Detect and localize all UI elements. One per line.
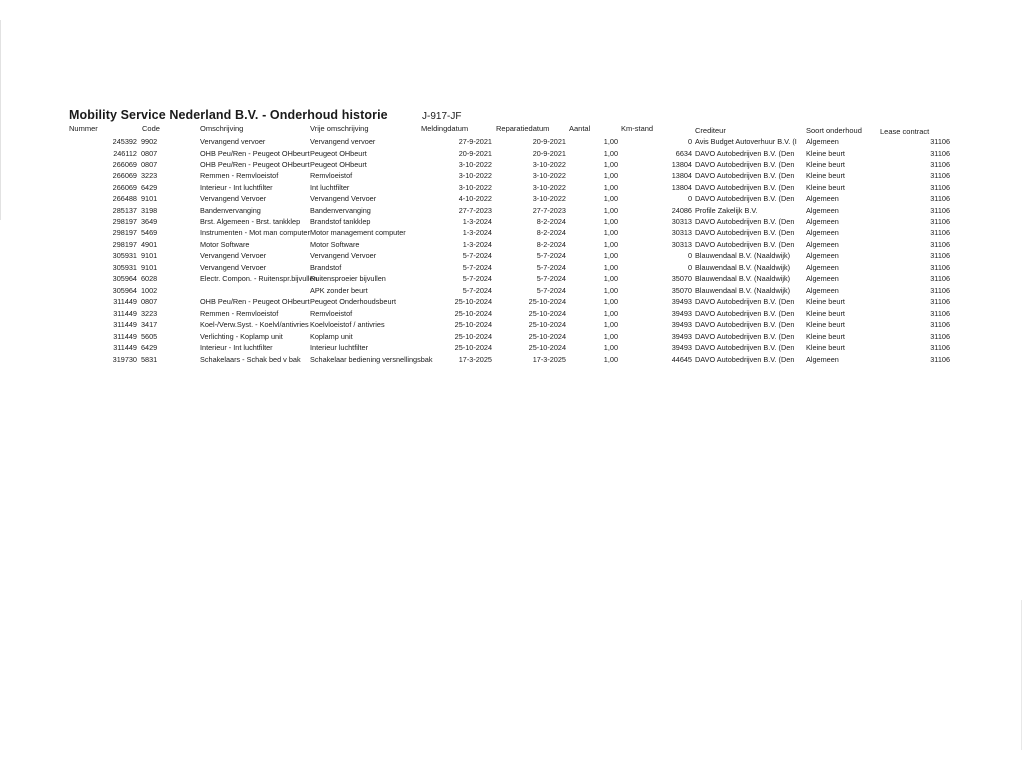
cell-km-stand: 0 xyxy=(687,194,692,203)
cell-omschrijving: OHB Peu/Ren - Peugeot OHbeurt xyxy=(200,148,310,158)
cell-lease-contract: 31106 xyxy=(930,331,950,341)
cell-aantal: 1,00 xyxy=(603,239,618,249)
cell-meldingdatum: 27-7-2023 xyxy=(458,205,492,215)
cell-reparatiedatum: 27-7-2023 xyxy=(532,205,566,215)
cell-aantal: 1,00 xyxy=(603,251,618,260)
cell-code: 3223 xyxy=(141,308,158,318)
cell-crediteur: DAVO Autobedrijven B.V. (Den xyxy=(695,216,795,226)
cell-meldingdatum: 27-9-2021 xyxy=(458,137,492,146)
cell-km-stand: 13804 xyxy=(671,159,692,169)
cell-km-stand: 13804 xyxy=(671,182,692,192)
header-vrije-omschrijving: Vrije omschrijving xyxy=(310,124,369,133)
cell-nummer: 305931 xyxy=(112,262,137,272)
cell-crediteur: Blauwendaal B.V. (Naaldwijk) xyxy=(695,262,791,272)
cell-nummer: 245392 xyxy=(112,137,137,146)
cell-omschrijving: Vervangend Vervoer xyxy=(200,194,267,203)
cell-crediteur: Blauwendaal B.V. (Naaldwijk) xyxy=(695,251,791,260)
cell-meldingdatum: 3-10-2022 xyxy=(458,159,492,169)
cell-soort-onderhoud: Algemeen xyxy=(806,239,839,249)
header-lease-contract: Lease contract xyxy=(880,127,930,136)
table-row xyxy=(0,308,1024,319)
cell-km-stand: 30313 xyxy=(671,239,692,249)
cell-vrije-omschrijving: Schakelaar bediening versnellingsbak xyxy=(310,354,433,364)
cell-reparatiedatum: 8-2-2024 xyxy=(536,216,566,226)
cell-aantal: 1,00 xyxy=(603,159,618,169)
cell-crediteur: Avis Budget Autoverhuur B.V. (I xyxy=(695,137,797,146)
cell-reparatiedatum: 17-3-2025 xyxy=(532,354,566,364)
cell-reparatiedatum: 25-10-2024 xyxy=(528,343,566,352)
cell-crediteur: DAVO Autobedrijven B.V. (Den xyxy=(695,171,795,180)
cell-soort-onderhoud: Kleine beurt xyxy=(806,343,845,352)
cell-lease-contract: 31106 xyxy=(930,308,950,318)
cell-omschrijving: Verlichting - Koplamp unit xyxy=(200,331,283,341)
cell-omschrijving: OHB Peu/Ren - Peugeot OHbeurt xyxy=(200,159,310,169)
cell-km-stand: 35070 xyxy=(671,274,692,283)
cell-code: 3649 xyxy=(141,216,158,226)
document-title: Mobility Service Nederland B.V. - Onderhoud historie xyxy=(69,108,388,122)
cell-vrije-omschrijving: Peugeot OHbeurt xyxy=(310,159,367,169)
cell-lease-contract: 31106 xyxy=(930,194,950,203)
cell-lease-contract: 31106 xyxy=(930,148,950,158)
cell-meldingdatum: 5-7-2024 xyxy=(462,262,492,272)
cell-reparatiedatum: 25-10-2024 xyxy=(528,308,566,318)
cell-meldingdatum: 3-10-2022 xyxy=(458,182,492,192)
cell-crediteur: Blauwendaal B.V. (Naaldwijk) xyxy=(695,285,791,295)
table-row xyxy=(0,354,1024,365)
table-row xyxy=(0,159,1024,170)
cell-crediteur: DAVO Autobedrijven B.V. (Den xyxy=(695,343,795,352)
cell-lease-contract: 31106 xyxy=(930,274,950,283)
header-code: Code xyxy=(142,124,160,133)
cell-meldingdatum: 20-9-2021 xyxy=(458,148,492,158)
cell-crediteur: DAVO Autobedrijven B.V. (Den xyxy=(695,239,795,249)
cell-reparatiedatum: 5-7-2024 xyxy=(536,251,566,260)
cell-soort-onderhoud: Algemeen xyxy=(806,137,839,146)
cell-omschrijving: Remmen - Remvloeistof xyxy=(200,171,279,180)
cell-km-stand: 39493 xyxy=(671,320,692,329)
cell-nummer: 298197 xyxy=(112,239,137,249)
table-row xyxy=(0,216,1024,227)
cell-soort-onderhoud: Algemeen xyxy=(806,285,839,295)
cell-code: 5831 xyxy=(141,354,158,364)
cell-reparatiedatum: 25-10-2024 xyxy=(528,331,566,341)
cell-omschrijving: Schakelaars - Schak bed v bak xyxy=(200,354,301,364)
cell-nummer: 311449 xyxy=(113,297,137,306)
cell-nummer: 305964 xyxy=(112,285,137,295)
table-row xyxy=(0,136,1024,147)
cell-crediteur: DAVO Autobedrijven B.V. (Den xyxy=(695,228,795,237)
cell-code: 6429 xyxy=(141,182,158,192)
cell-vrije-omschrijving: Ruitensproeier bijvullen xyxy=(310,274,386,283)
cell-meldingdatum: 25-10-2024 xyxy=(454,331,492,341)
cell-meldingdatum: 25-10-2024 xyxy=(454,343,492,352)
cell-reparatiedatum: 8-2-2024 xyxy=(536,228,566,237)
cell-vrije-omschrijving: APK zonder beurt xyxy=(310,285,368,295)
cell-crediteur: DAVO Autobedrijven B.V. (Den xyxy=(695,182,795,192)
cell-omschrijving: Vervangend Vervoer xyxy=(200,251,267,260)
cell-meldingdatum: 25-10-2024 xyxy=(454,297,492,306)
cell-reparatiedatum: 25-10-2024 xyxy=(528,297,566,306)
cell-soort-onderhoud: Algemeen xyxy=(806,354,839,364)
table-row xyxy=(0,285,1024,296)
cell-lease-contract: 31106 xyxy=(930,239,950,249)
cell-nummer: 311449 xyxy=(113,343,137,352)
cell-meldingdatum: 1-3-2024 xyxy=(462,228,492,237)
cell-km-stand: 0 xyxy=(687,262,692,272)
cell-meldingdatum: 5-7-2024 xyxy=(462,285,492,295)
cell-crediteur: DAVO Autobedrijven B.V. (Den xyxy=(695,148,795,158)
cell-meldingdatum: 5-7-2024 xyxy=(462,274,492,283)
cell-aantal: 1,00 xyxy=(603,137,618,146)
table-row xyxy=(0,273,1024,284)
cell-crediteur: DAVO Autobedrijven B.V. (Den xyxy=(695,308,795,318)
cell-soort-onderhoud: Kleine beurt xyxy=(806,297,845,306)
cell-aantal: 1,00 xyxy=(603,354,618,364)
cell-soort-onderhoud: Kleine beurt xyxy=(806,171,845,180)
cell-vrije-omschrijving: Int luchtfilter xyxy=(310,182,350,192)
cell-lease-contract: 31106 xyxy=(930,262,950,272)
cell-soort-onderhoud: Algemeen xyxy=(806,194,839,203)
cell-aantal: 1,00 xyxy=(603,182,618,192)
cell-crediteur: DAVO Autobedrijven B.V. (Den xyxy=(695,320,795,329)
cell-reparatiedatum: 3-10-2022 xyxy=(532,194,566,203)
table-row xyxy=(0,296,1024,307)
cell-code: 6028 xyxy=(141,274,158,283)
cell-code: 9101 xyxy=(141,194,158,203)
cell-code: 3417 xyxy=(141,320,158,329)
cell-code: 3223 xyxy=(141,171,158,180)
cell-nummer: 266069 xyxy=(112,159,137,169)
cell-code: 9902 xyxy=(141,137,158,146)
cell-reparatiedatum: 5-7-2024 xyxy=(536,274,566,283)
cell-vrije-omschrijving: Remvloeistof xyxy=(310,308,353,318)
cell-vrije-omschrijving: Motor Software xyxy=(310,239,360,249)
cell-omschrijving: Motor Software xyxy=(200,239,250,249)
cell-soort-onderhoud: Kleine beurt xyxy=(806,308,845,318)
cell-vrije-omschrijving: Peugeot OHbeurt xyxy=(310,148,367,158)
cell-aantal: 1,00 xyxy=(603,228,618,237)
cell-omschrijving: Interieur - Int luchtfilter xyxy=(200,182,273,192)
table-row xyxy=(0,342,1024,353)
cell-km-stand: 39493 xyxy=(671,343,692,352)
license-plate: J-917-JF xyxy=(422,111,462,122)
cell-omschrijving: Bandenvervanging xyxy=(200,205,261,215)
cell-lease-contract: 31106 xyxy=(930,182,950,192)
cell-reparatiedatum: 20-9-2021 xyxy=(532,137,566,146)
cell-code: 5605 xyxy=(141,331,158,341)
cell-lease-contract: 31106 xyxy=(930,216,950,226)
cell-reparatiedatum: 3-10-2022 xyxy=(532,159,566,169)
cell-meldingdatum: 3-10-2022 xyxy=(458,171,492,180)
cell-crediteur: Profile Zakelijk B.V. xyxy=(695,205,758,215)
cell-lease-contract: 31106 xyxy=(930,320,950,329)
table-row xyxy=(0,182,1024,193)
cell-aantal: 1,00 xyxy=(603,274,618,283)
cell-code: 0807 xyxy=(141,297,158,306)
cell-aantal: 1,00 xyxy=(603,216,618,226)
cell-aantal: 1,00 xyxy=(603,308,618,318)
cell-lease-contract: 31106 xyxy=(930,297,950,306)
cell-nummer: 298197 xyxy=(112,228,137,237)
cell-meldingdatum: 1-3-2024 xyxy=(462,239,492,249)
cell-aantal: 1,00 xyxy=(603,320,618,329)
table-row xyxy=(0,331,1024,342)
cell-lease-contract: 31106 xyxy=(930,285,950,295)
cell-km-stand: 24086 xyxy=(671,205,692,215)
cell-omschrijving: Instrumenten - Mot man computer xyxy=(200,228,310,237)
header-km-stand: Km-stand xyxy=(621,124,654,133)
cell-vrije-omschrijving: Vervangend vervoer xyxy=(310,137,376,146)
cell-nummer: 298197 xyxy=(112,216,137,226)
cell-nummer: 266069 xyxy=(112,182,137,192)
cell-soort-onderhoud: Kleine beurt xyxy=(806,159,845,169)
cell-nummer: 305931 xyxy=(112,251,137,260)
table-row xyxy=(0,170,1024,181)
cell-soort-onderhoud: Algemeen xyxy=(806,251,839,260)
cell-meldingdatum: 5-7-2024 xyxy=(462,251,492,260)
table-row xyxy=(0,239,1024,250)
cell-nummer: 266069 xyxy=(112,171,137,180)
cell-vrije-omschrijving: Vervangend Vervoer xyxy=(310,251,377,260)
cell-soort-onderhoud: Algemeen xyxy=(806,205,839,215)
cell-reparatiedatum: 5-7-2024 xyxy=(536,262,566,272)
cell-lease-contract: 31106 xyxy=(930,343,950,352)
cell-soort-onderhoud: Kleine beurt xyxy=(806,331,845,341)
header-soort-onderhoud: Soort onderhoud xyxy=(806,126,862,135)
cell-km-stand: 35070 xyxy=(671,285,692,295)
cell-lease-contract: 31106 xyxy=(930,354,950,364)
header-crediteur: Crediteur xyxy=(695,126,726,135)
cell-vrije-omschrijving: Peugeot Onderhoudsbeurt xyxy=(310,297,397,306)
cell-lease-contract: 31106 xyxy=(930,228,950,237)
cell-km-stand: 0 xyxy=(687,251,692,260)
cell-reparatiedatum: 8-2-2024 xyxy=(536,239,566,249)
cell-aantal: 1,00 xyxy=(603,171,618,180)
cell-nummer: 285137 xyxy=(112,205,137,215)
header-omschrijving: Omschrijving xyxy=(200,124,244,133)
cell-code: 1002 xyxy=(141,285,158,295)
header-nummer: Nummer xyxy=(69,124,98,133)
cell-crediteur: DAVO Autobedrijven B.V. (Den xyxy=(695,354,795,364)
cell-crediteur: Blauwendaal B.V. (Naaldwijk) xyxy=(695,274,791,283)
cell-meldingdatum: 25-10-2024 xyxy=(454,320,492,329)
cell-soort-onderhoud: Algemeen xyxy=(806,228,839,237)
cell-vrije-omschrijving: Brandstof xyxy=(310,262,342,272)
table-row xyxy=(0,227,1024,238)
cell-vrije-omschrijving: Brandstof tankklep xyxy=(310,216,371,226)
cell-code: 3198 xyxy=(141,205,158,215)
cell-code: 9101 xyxy=(141,262,158,272)
cell-omschrijving: OHB Peu/Ren - Peugeot OHbeurt xyxy=(200,297,310,306)
cell-reparatiedatum: 5-7-2024 xyxy=(536,285,566,295)
cell-code: 6429 xyxy=(141,343,158,352)
cell-crediteur: DAVO Autobedrijven B.V. (Den xyxy=(695,194,795,203)
cell-nummer: 319730 xyxy=(112,354,137,364)
cell-soort-onderhoud: Kleine beurt xyxy=(806,320,845,329)
cell-nummer: 311449 xyxy=(113,320,137,329)
cell-omschrijving: Interieur - Int luchtfilter xyxy=(200,343,273,352)
cell-code: 5469 xyxy=(141,228,158,237)
cell-km-stand: 44645 xyxy=(671,354,692,364)
cell-nummer: 266488 xyxy=(112,194,137,203)
cell-soort-onderhoud: Algemeen xyxy=(806,216,839,226)
cell-omschrijving: Remmen - Remvloeistof xyxy=(200,308,279,318)
cell-km-stand: 13804 xyxy=(671,171,692,180)
cell-lease-contract: 31106 xyxy=(930,137,950,146)
cell-aantal: 1,00 xyxy=(603,148,618,158)
cell-lease-contract: 31106 xyxy=(930,159,950,169)
cell-reparatiedatum: 20-9-2021 xyxy=(532,148,566,158)
cell-nummer: 311449 xyxy=(113,331,137,341)
cell-soort-onderhoud: Algemeen xyxy=(806,262,839,272)
cell-crediteur: DAVO Autobedrijven B.V. (Den xyxy=(695,297,795,306)
cell-crediteur: DAVO Autobedrijven B.V. (Den xyxy=(695,331,795,341)
cell-omschrijving: Vervangend Vervoer xyxy=(200,262,267,272)
cell-lease-contract: 31106 xyxy=(930,171,950,180)
cell-meldingdatum: 1-3-2024 xyxy=(462,216,492,226)
cell-km-stand: 39493 xyxy=(671,308,692,318)
cell-code: 0807 xyxy=(141,148,158,158)
cell-km-stand: 30313 xyxy=(671,228,692,237)
cell-vrije-omschrijving: Interieur luchtfilter xyxy=(310,343,368,352)
cell-soort-onderhoud: Kleine beurt xyxy=(806,182,845,192)
header-aantal: Aantal xyxy=(569,124,591,133)
table-row xyxy=(0,148,1024,159)
cell-nummer: 246112 xyxy=(113,148,137,158)
cell-vrije-omschrijving: Vervangend Vervoer xyxy=(310,194,377,203)
cell-aantal: 1,00 xyxy=(603,343,618,352)
cell-aantal: 1,00 xyxy=(603,205,618,215)
cell-meldingdatum: 25-10-2024 xyxy=(454,308,492,318)
cell-vrije-omschrijving: Remvloeistof xyxy=(310,171,353,180)
cell-code: 9101 xyxy=(141,251,158,260)
cell-vrije-omschrijving: Motor management computer xyxy=(310,228,406,237)
cell-lease-contract: 31106 xyxy=(930,205,950,215)
cell-lease-contract: 31106 xyxy=(930,251,950,260)
cell-nummer: 305964 xyxy=(112,274,137,283)
table-row xyxy=(0,250,1024,261)
cell-crediteur: DAVO Autobedrijven B.V. (Den xyxy=(695,159,795,169)
table-row xyxy=(0,193,1024,204)
cell-km-stand: 39493 xyxy=(671,297,692,306)
cell-km-stand: 6634 xyxy=(675,148,692,158)
cell-reparatiedatum: 3-10-2022 xyxy=(532,182,566,192)
cell-nummer: 311449 xyxy=(113,308,137,318)
table-row xyxy=(0,319,1024,330)
cell-vrije-omschrijving: Koelvloeistof / antivries xyxy=(310,320,385,329)
table-row xyxy=(0,262,1024,273)
cell-reparatiedatum: 25-10-2024 xyxy=(528,320,566,329)
cell-km-stand: 0 xyxy=(687,137,692,146)
cell-soort-onderhoud: Algemeen xyxy=(806,274,839,283)
scan-edge-right xyxy=(1021,600,1022,750)
cell-km-stand: 39493 xyxy=(671,331,692,341)
header-reparatiedatum: Reparatiedatum xyxy=(496,124,550,133)
cell-omschrijving: Brst. Algemeen - Brst. tankklep xyxy=(200,216,301,226)
header-meldingdatum: Meldingdatum xyxy=(421,124,469,133)
cell-meldingdatum: 17-3-2025 xyxy=(458,354,492,364)
cell-omschrijving: Electr. Compon. - Ruitenspr.bijvullen xyxy=(200,274,318,283)
cell-aantal: 1,00 xyxy=(603,331,618,341)
cell-km-stand: 30313 xyxy=(671,216,692,226)
cell-meldingdatum: 4-10-2022 xyxy=(458,194,492,203)
cell-aantal: 1,00 xyxy=(603,194,618,203)
cell-reparatiedatum: 3-10-2022 xyxy=(532,171,566,180)
cell-vrije-omschrijving: Bandenvervanging xyxy=(310,205,371,215)
cell-code: 4901 xyxy=(141,239,158,249)
cell-omschrijving: Koel-/Verw.Syst. - Koelvl/antivries xyxy=(200,320,309,329)
cell-aantal: 1,00 xyxy=(603,285,618,295)
cell-omschrijving: Vervangend vervoer xyxy=(200,137,266,146)
cell-vrije-omschrijving: Koplamp unit xyxy=(310,331,353,341)
cell-soort-onderhoud: Kleine beurt xyxy=(806,148,845,158)
table-row xyxy=(0,205,1024,216)
cell-aantal: 1,00 xyxy=(603,262,618,272)
cell-aantal: 1,00 xyxy=(603,297,618,306)
cell-code: 0807 xyxy=(141,159,158,169)
